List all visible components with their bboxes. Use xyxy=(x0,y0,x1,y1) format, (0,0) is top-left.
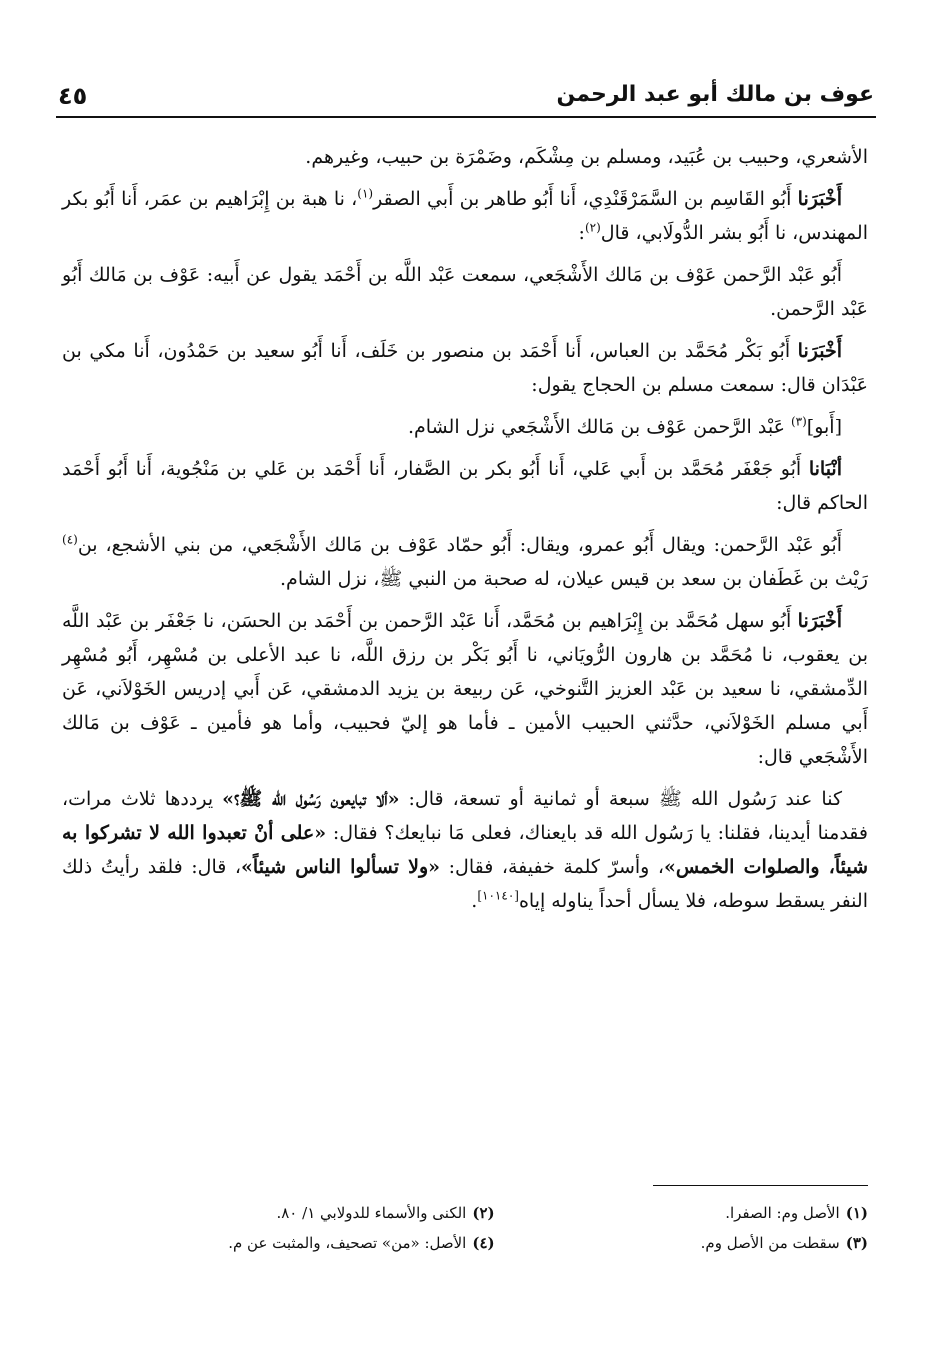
footnote-2 xyxy=(150,1198,495,1228)
paragraph-2 xyxy=(62,182,868,250)
paragraph-text: ، قال: فلقد رأيتُ ذلك النفر يسقط سوطه، فلا يسأل أحداً يناوله إياه xyxy=(62,856,868,912)
footnote-divider xyxy=(653,1185,868,1186)
footnote-ref: (٤) xyxy=(62,532,78,547)
paragraph-text: [أَبو] xyxy=(806,416,842,438)
paragraph-4 xyxy=(62,334,868,402)
footnote-1 xyxy=(523,1198,868,1228)
footnote-number: (٤) xyxy=(472,1234,495,1252)
footnote-text: الأصل: «من» تصحيف، والمثبت عن م. xyxy=(228,1234,467,1252)
hadith-quote: «ألا تبايعون رَسُول الله ﷺ؟» xyxy=(222,788,400,810)
paragraph-9 xyxy=(62,782,868,918)
page-header xyxy=(58,82,874,112)
paragraph-text: أَبُو عَبْد الرَّحمن عَوْف بن مَالك الأَشْجَعي، سمعت عَبْد اللَّه بن أَحْمَد يقول عن أَبيه: عَوْف بن مَالك أَبُو عَبْد الرَّحمن. xyxy=(62,264,868,320)
paragraph-5 xyxy=(62,410,868,444)
footnote-3 xyxy=(523,1228,868,1258)
footnote-number: (٣) xyxy=(845,1234,868,1252)
footnote-number: (٢) xyxy=(472,1204,495,1222)
paragraph-text: ، وأسرّ كلمة خفيفة، فقال: xyxy=(440,856,665,878)
paragraph-text: : xyxy=(578,222,585,244)
paragraph-text: أَبُو سهل مُحَمَّد بن إِبْرَاهيم بن مُحَمَّد، أَنا عَبْد الرَّحمن بن أَحْمَد بن الحسَن، نا جَعْفَر بن عَبْد اللَّه بن يعقوب، نا مُحَمَّد بن هارون الرُّويَاني، نا أَبُو بَكْر بن رزق اللَّه، نا عبد الأعلى بن مُسْهِر، أَبُو مُسْهِر الدِّمشقي، نا سعيد بن عَبْد العزيز التَّنوخي، عَن ربيعة بن يزيد الدمشقي، عَن أَبي إدريس الخَوْلاَني، عَن أَبي مسلم الخَوْلاَني، حدَّثني الحبيب الأمين ـ فأما هو إليّ فحبيب، وأما هو فأمين ـ عَوْف بن مَالك الأَشْجَعي قال: xyxy=(62,610,868,768)
footnote-text: سقطت من الأصل وم. xyxy=(700,1234,840,1252)
transmission-keyword: أَخْبَرَنا xyxy=(797,610,842,632)
footnote-row xyxy=(150,1198,868,1228)
paragraph-text: أَبُو القَاسِم بن السَّمَرْقَنْدِي، أَنا أَبُو طاهر بن أَبي الصقر xyxy=(373,188,798,210)
footnote-text: الكنى والأسماء للدولابي ١/ ٨٠. xyxy=(276,1204,467,1222)
running-title: عوف بن مالك أبو عبد الرحمن xyxy=(556,82,874,107)
paragraph-text: أَبُو جَعْفَر مُحَمَّد بن أَبي عَلي، أَنا أَبُو بكر بن الصَّفار، أَنا أَحْمَد بن عَلي بن مَنْجُوية، أَنا أَبُو أَحْمَد الحاكم قال: xyxy=(62,458,868,514)
paragraph-text: أَبُو بَكْر مُحَمَّد بن العباس، أَنا أَحْمَد بن منصور بن خَلَف، أَنا أَبُو سعيد بن حَمْدُون، أَنا مكي بن عَبْدَان قال: سمعت مسلم بن الحجاج يقول: xyxy=(62,340,868,396)
paragraph-text: رَيْث بن غَطَفان بن سعد بن قيس عيلان، له صحبة من النبي ﷺ، نزل الشام. xyxy=(280,568,868,590)
paragraph-text: عَبْد الرَّحمن عَوْف بن مَالك الأَشْجَعي نزل الشام. xyxy=(407,416,791,438)
header-divider xyxy=(56,116,876,118)
paragraph-text: ، نا هبة بن إِبْرَاهيم بن عمَر، أَنا أَبُو بكر المهندس، نا أَبُو بشر الدُّولَابي، قال xyxy=(62,188,868,244)
footnote-4 xyxy=(150,1228,495,1258)
paragraph-text: الأشعري، وحبيب بن عُبَيد، ومسلم بن مِشْكَم، وضَمْرَة بن حبيب، وغيرهم. xyxy=(305,146,868,168)
transmission-keyword: أنْبَانا xyxy=(808,458,842,480)
footnote-row xyxy=(150,1228,868,1258)
hadith-quote: «ولا تسألوا الناس شيئاً» xyxy=(241,856,441,878)
paragraph-8 xyxy=(62,604,868,774)
footnote-ref: (٢) xyxy=(584,220,601,235)
paragraph-text: كنا عند رَسُول الله ﷺ سبعة أو ثمانية أو تسعة، قال: xyxy=(399,788,842,810)
transmission-keyword: أَخْبَرَنا xyxy=(797,188,842,210)
paragraph-3 xyxy=(62,258,868,326)
hadith-quote: «على أنْ تعبدوا الله لا تشركوا به شيئاً، والصلوات الخمس» xyxy=(62,822,868,878)
paragraph-1 xyxy=(62,140,868,174)
paragraph-text: يرددها ثلاث مرات، فقدمنا أيدينا، فقلنا: يا رَسُول الله قد بايعناك، فعلى مَا نبايعك؟ فقال: xyxy=(62,788,868,844)
footnote-ref: (١) xyxy=(357,186,374,201)
paragraph-6 xyxy=(62,452,868,520)
record-number: [١٠١٤٠] xyxy=(477,888,519,903)
footnote-number: (١) xyxy=(845,1204,868,1222)
footnotes xyxy=(150,1198,868,1258)
page-number: ٤٥ xyxy=(58,82,88,110)
paragraph-text: أَبُو عَبْد الرَّحمن: ويقال أَبُو عمرو، ويقال: أَبُو حمّاد عَوْف بن مَالك الأَشْجَعي، من بني الأشجع، بن xyxy=(77,534,842,556)
paragraph-7 xyxy=(62,528,868,596)
transmission-keyword: أَخْبَرَنا xyxy=(797,340,842,362)
footnote-ref: (٣) xyxy=(790,414,807,429)
footnote-text: الأصل وم: الصفرا. xyxy=(725,1204,840,1222)
paragraph-text: . xyxy=(471,890,478,912)
body-text xyxy=(62,140,868,926)
